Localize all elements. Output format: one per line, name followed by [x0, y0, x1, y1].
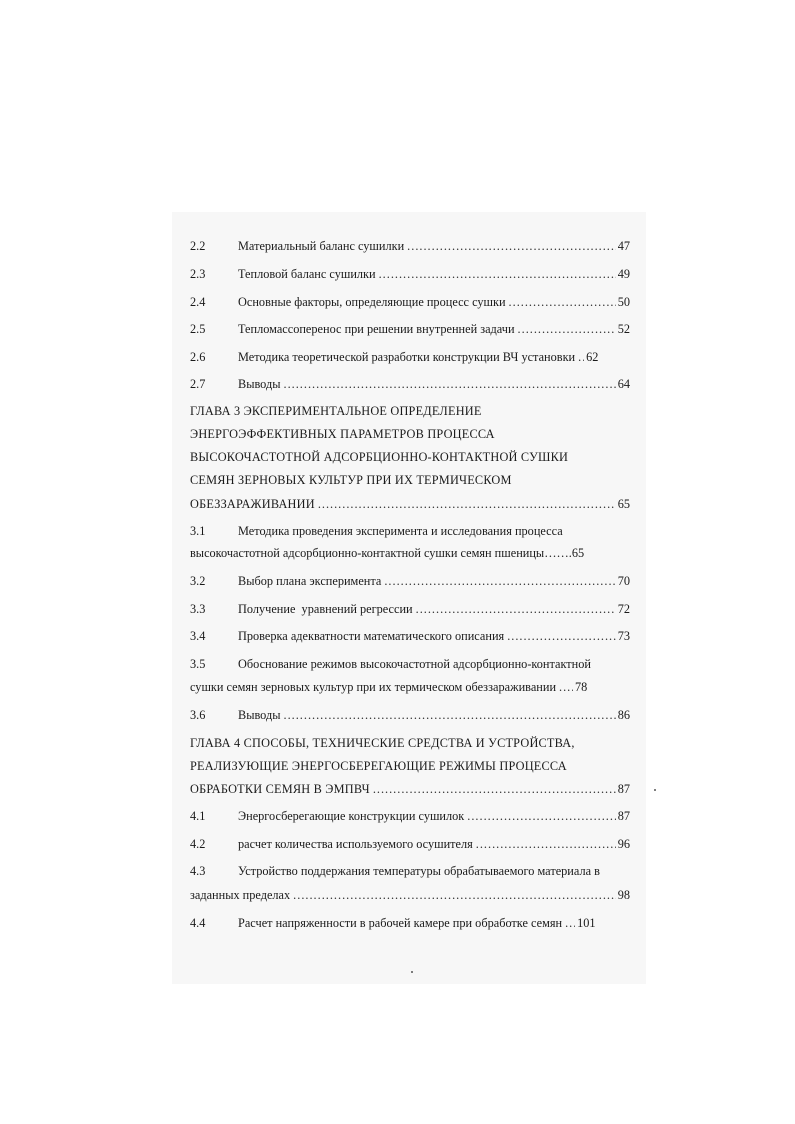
toc-page: 65 — [617, 497, 630, 511]
chapter-heading-text: ОБРАБОТКИ СЕМЯН В ЭМПВЧ — [190, 782, 370, 796]
toc-title: заданных пределах — [190, 888, 291, 902]
dot-leader — [507, 626, 616, 646]
toc-number: 2.4 — [190, 295, 206, 309]
chapter-heading-line[interactable]: ГЛАВА 3 ЭКСПЕРИМЕНТАЛЬНОЕ ОПРЕДЕЛЕНИЕ — [190, 404, 482, 418]
toc-page: 86 — [617, 708, 630, 722]
dot-leader — [565, 913, 575, 933]
toc-number: 3.6 — [190, 708, 206, 722]
toc-number: 3.5 — [190, 657, 206, 671]
toc-title: Выбор плана эксперимента — [238, 574, 382, 588]
toc-page: 73 — [617, 629, 630, 643]
toc-number: 3.2 — [190, 574, 206, 588]
toc-entry[interactable] — [190, 521, 630, 541]
toc-entry[interactable] — [190, 599, 630, 619]
toc-title: Получение уравнений регрессии — [238, 602, 413, 616]
toc-entry-continuation[interactable] — [190, 885, 630, 905]
toc-entry-continuation[interactable]: высокочастотной адсорбционно-контактной сушки семян пшеницы…….65 — [190, 546, 585, 560]
toc-page: 62 — [586, 350, 599, 364]
toc-title: Обоснование режимов высокочастотной адсорбционно-контактной — [238, 657, 591, 671]
toc-entry[interactable] — [190, 571, 630, 591]
toc-number: 3.3 — [190, 602, 206, 616]
toc-title: Выводы — [238, 377, 281, 391]
toc-title: Основные факторы, определяющие процесс сушки — [238, 295, 506, 309]
toc-page: 78 — [575, 680, 588, 694]
toc-title: сушки семян зерновых культур при их термическом обеззараживании — [190, 680, 557, 694]
toc-page: 70 — [617, 574, 630, 588]
toc-title: Проверка адекватности математического описания — [238, 629, 505, 643]
toc-number: 2.3 — [190, 267, 206, 281]
dot-leader — [416, 599, 616, 619]
dot-leader — [284, 705, 616, 725]
toc-title: расчет количества используемого осушителя — [238, 837, 473, 851]
toc-number: 2.2 — [190, 239, 206, 253]
toc-entry-continuation[interactable] — [190, 677, 630, 697]
toc-page: 64 — [617, 377, 630, 391]
toc-number: 2.6 — [190, 350, 206, 364]
toc-title: Тепломассоперенос при решении внутренней задачи — [238, 322, 515, 336]
toc-entry[interactable] — [190, 834, 630, 854]
dot-leader — [407, 236, 616, 256]
toc-number: 3.1 — [190, 524, 206, 538]
chapter-heading-last[interactable] — [190, 779, 630, 799]
toc-number: 2.7 — [190, 377, 206, 391]
toc-entry[interactable] — [190, 806, 630, 826]
dot-leader — [578, 347, 584, 367]
toc-title: Расчет напряженности в рабочей камере при обработке семян — [238, 916, 563, 930]
dot-leader — [518, 319, 616, 339]
toc-number: 4.2 — [190, 837, 206, 851]
toc-title: Методика теоретической разработки конструкции ВЧ установки — [238, 350, 576, 364]
toc-entry[interactable] — [190, 654, 630, 674]
dot-leader — [384, 571, 615, 591]
chapter-heading-line[interactable]: ГЛАВА 4 СПОСОБЫ, ТЕХНИЧЕСКИЕ СРЕДСТВА И УСТРОЙСТВА, — [190, 736, 575, 750]
dot-leader — [476, 834, 616, 854]
dot-leader — [284, 374, 616, 394]
toc-number: 3.4 — [190, 629, 206, 643]
toc-number: 2.5 — [190, 322, 206, 336]
toc-title: Устройство поддержания температуры обрабатываемого материала в — [238, 864, 600, 878]
dot-leader — [373, 779, 616, 799]
dot-leader — [467, 806, 615, 826]
dot-leader — [318, 494, 616, 514]
chapter-heading-text: ОБЕЗЗАРАЖИВАНИИ — [190, 497, 315, 511]
dot-leader — [559, 677, 573, 697]
chapter-heading-line[interactable]: РЕАЛИЗУЮЩИЕ ЭНЕРГОСБЕРЕГАЮЩИЕ РЕЖИМЫ ПРОЦЕССА — [190, 759, 567, 773]
chapter-heading-last[interactable] — [190, 494, 630, 514]
toc-entry[interactable] — [190, 861, 630, 881]
toc-entry[interactable] — [190, 913, 630, 933]
toc-page: 72 — [617, 602, 630, 616]
chapter-heading-line[interactable]: ВЫСОКОЧАСТОТНОЙ АДСОРБЦИОННО-КОНТАКТНОЙ СУШКИ — [190, 450, 569, 464]
dot-leader — [379, 264, 616, 284]
toc-entry[interactable] — [190, 319, 630, 339]
toc-entry[interactable] — [190, 236, 630, 256]
toc-title: Методика проведения эксперимента и исследования процесса — [238, 524, 563, 538]
toc-page: 101 — [577, 916, 596, 930]
toc-entry[interactable] — [190, 374, 630, 394]
toc-page: 98 — [617, 888, 630, 902]
toc-number: 4.1 — [190, 809, 206, 823]
toc-entry[interactable] — [190, 264, 630, 284]
toc-entry[interactable] — [190, 626, 630, 646]
dot-leader — [509, 292, 616, 312]
toc-page: 47 — [617, 239, 630, 253]
toc-title: Материальный баланс сушилки — [238, 239, 405, 253]
toc-entry[interactable] — [190, 347, 630, 367]
toc-entry[interactable] — [190, 705, 630, 725]
toc-page: 87 — [617, 782, 630, 796]
chapter-heading-line[interactable]: ЭНЕРГОЭФФЕКТИВНЫХ ПАРАМЕТРОВ ПРОЦЕССА — [190, 427, 495, 441]
toc-page: 87 — [617, 809, 630, 823]
dot-leader — [293, 885, 616, 905]
toc-title: Энергосберегающие конструкции сушилок — [238, 809, 465, 823]
scan-speck — [654, 789, 656, 791]
toc-number: 4.3 — [190, 864, 206, 878]
toc-number: 4.4 — [190, 916, 206, 930]
toc-page: 96 — [617, 837, 630, 851]
chapter-heading-line[interactable]: СЕМЯН ЗЕРНОВЫХ КУЛЬТУР ПРИ ИХ ТЕРМИЧЕСКОМ — [190, 473, 512, 487]
toc-page: 49 — [617, 267, 630, 281]
toc-title: Тепловой баланс сушилки — [238, 267, 376, 281]
toc-title: Выводы — [238, 708, 281, 722]
toc-page: 52 — [617, 322, 630, 336]
toc-page: 50 — [617, 295, 630, 309]
scan-speck — [411, 971, 413, 973]
toc-entry[interactable] — [190, 292, 630, 312]
